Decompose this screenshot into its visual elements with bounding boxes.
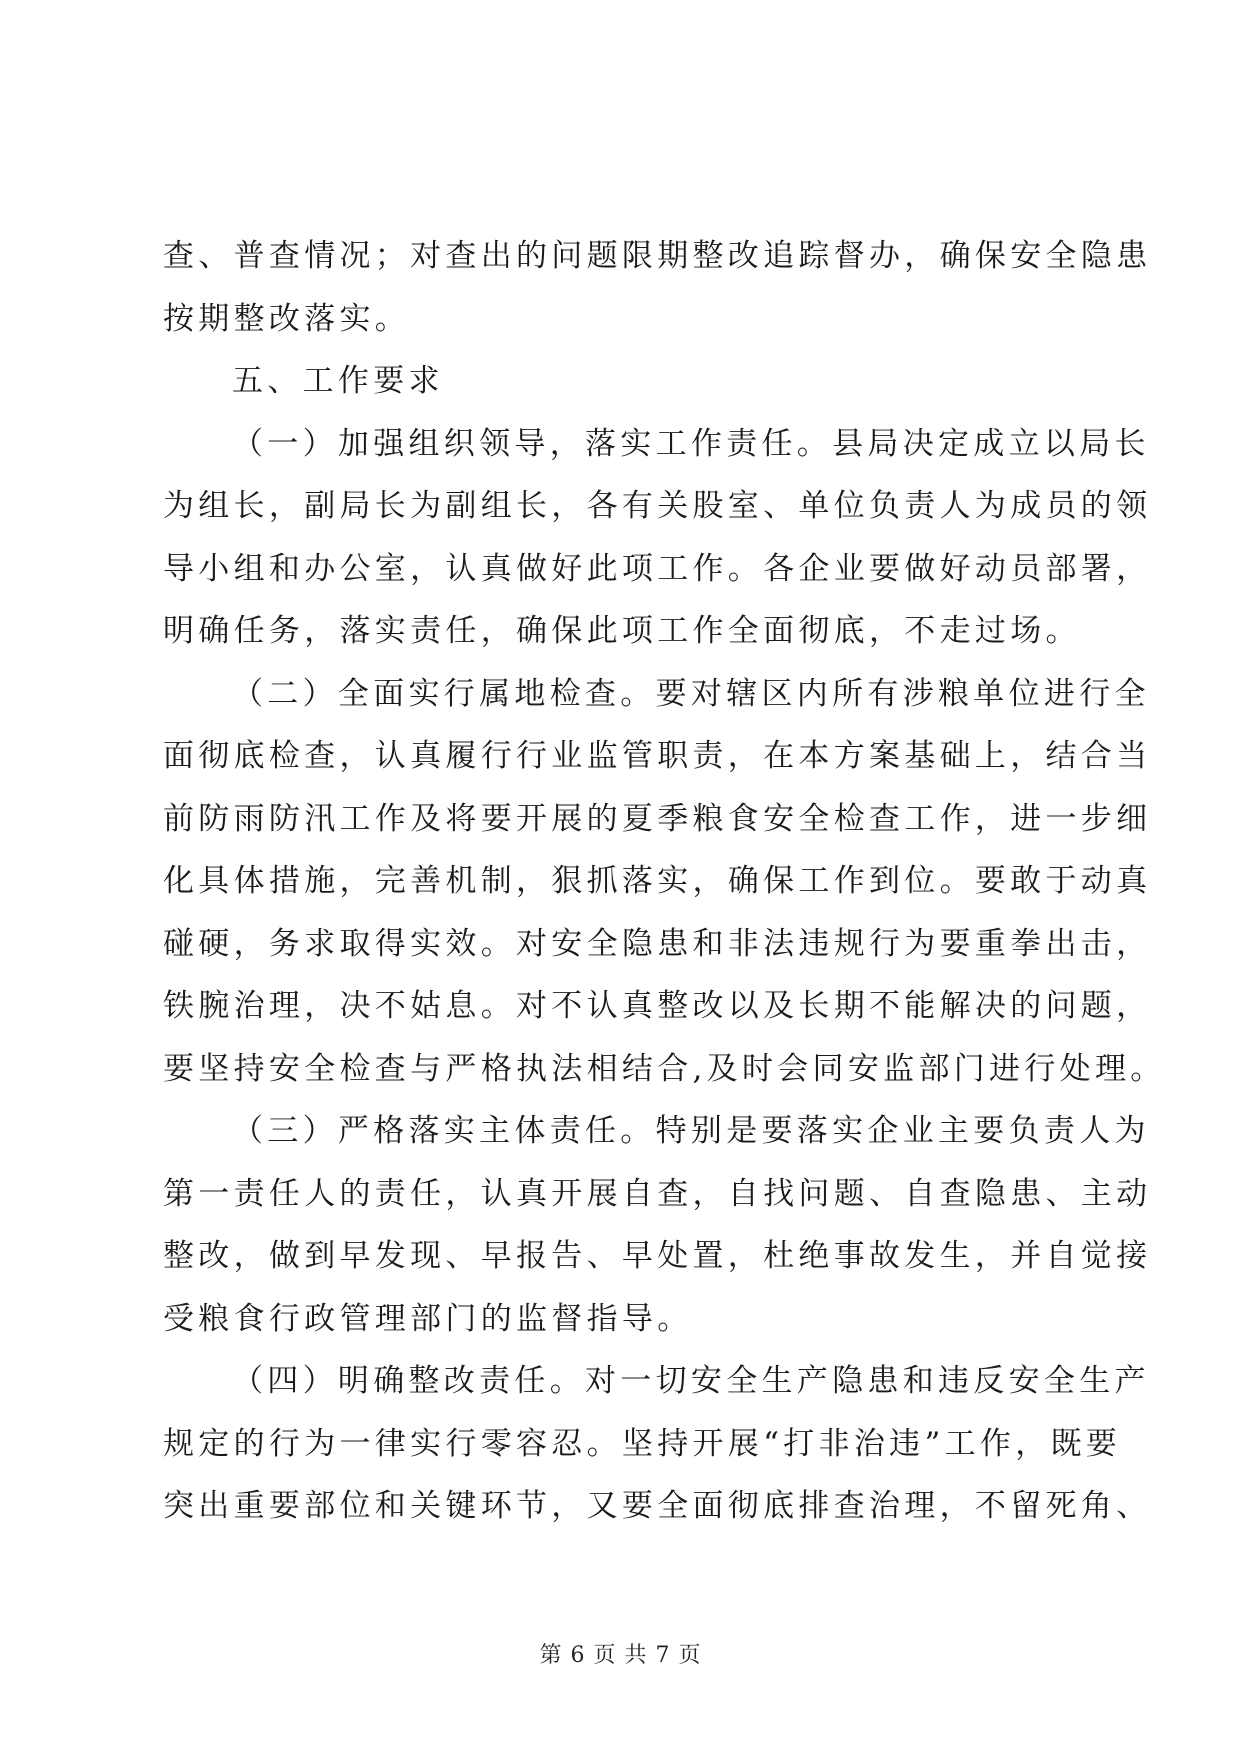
paragraph-start: （二）全面实行属地检查。要对辖区内所有涉粮单位进行全 [232, 675, 1150, 712]
text-line: 面彻底检查，认真履行行业监管职责，在本方案基础上，结合当 [163, 738, 1152, 774]
text-line: 整改，做到早发现、早报告、早处置，杜绝事故发生，并自觉接 [163, 1238, 1152, 1274]
paragraph-start: （三）严格落实主体责任。特别是要落实企业主要负责人为 [232, 1113, 1150, 1149]
text-line: 查、普查情况；对查出的问题限期整改追踪督办，确保安全隐患 [163, 238, 1152, 274]
paragraph-start: （一）加强组织领导，落实工作责任。县局决定成立以局长 [232, 425, 1150, 462]
text-line: 铁腕治理，决不姑息。对不认真整改以及长期不能解决的问题， [163, 988, 1152, 1024]
paragraph-start: （四）明确整改责任。对一切安全生产隐患和违反安全生产 [232, 1363, 1150, 1399]
text-line: 规定的行为一律实行零容忍。坚持开展“打非治违”工作，既要 [163, 1425, 1122, 1462]
text-line: 明确任务，落实责任，确保此项工作全面彻底，不走过场。 [163, 613, 1081, 649]
text-line: 第一责任人的责任，认真开展自查，自找问题、自查隐患、主动 [163, 1175, 1152, 1212]
text-line: 按期整改落实。 [163, 300, 411, 337]
text-line: 化具体措施，完善机制，狠抓落实，确保工作到位。要敢于动真 [163, 863, 1152, 899]
section-heading: 五、工作要求 [232, 363, 444, 399]
text-line: 突出重要部位和关键环节，又要全面彻底排查治理，不留死角、 [163, 1488, 1152, 1524]
text-line: 要坚持安全检查与严格执法相结合,及时会同安监部门进行处理。 [163, 1050, 1166, 1087]
text-line: 受粮食行政管理部门的监督指导。 [163, 1300, 693, 1337]
text-line: 前防雨防汛工作及将要开展的夏季粮食安全检查工作，进一步细 [163, 800, 1152, 837]
text-line: 为组长，副局长为副组长，各有关股室、单位负责人为成员的领 [163, 488, 1152, 524]
text-line: 碰硬，务求取得实效。对安全隐患和非法违规行为要重拳出击， [163, 925, 1152, 962]
text-line: 导小组和办公室，认真做好此项工作。各企业要做好动员部署， [163, 550, 1152, 587]
document-body [163, 225, 1166, 1538]
page-number-footer: 第 6 页 共 7 页 [539, 1643, 702, 1668]
